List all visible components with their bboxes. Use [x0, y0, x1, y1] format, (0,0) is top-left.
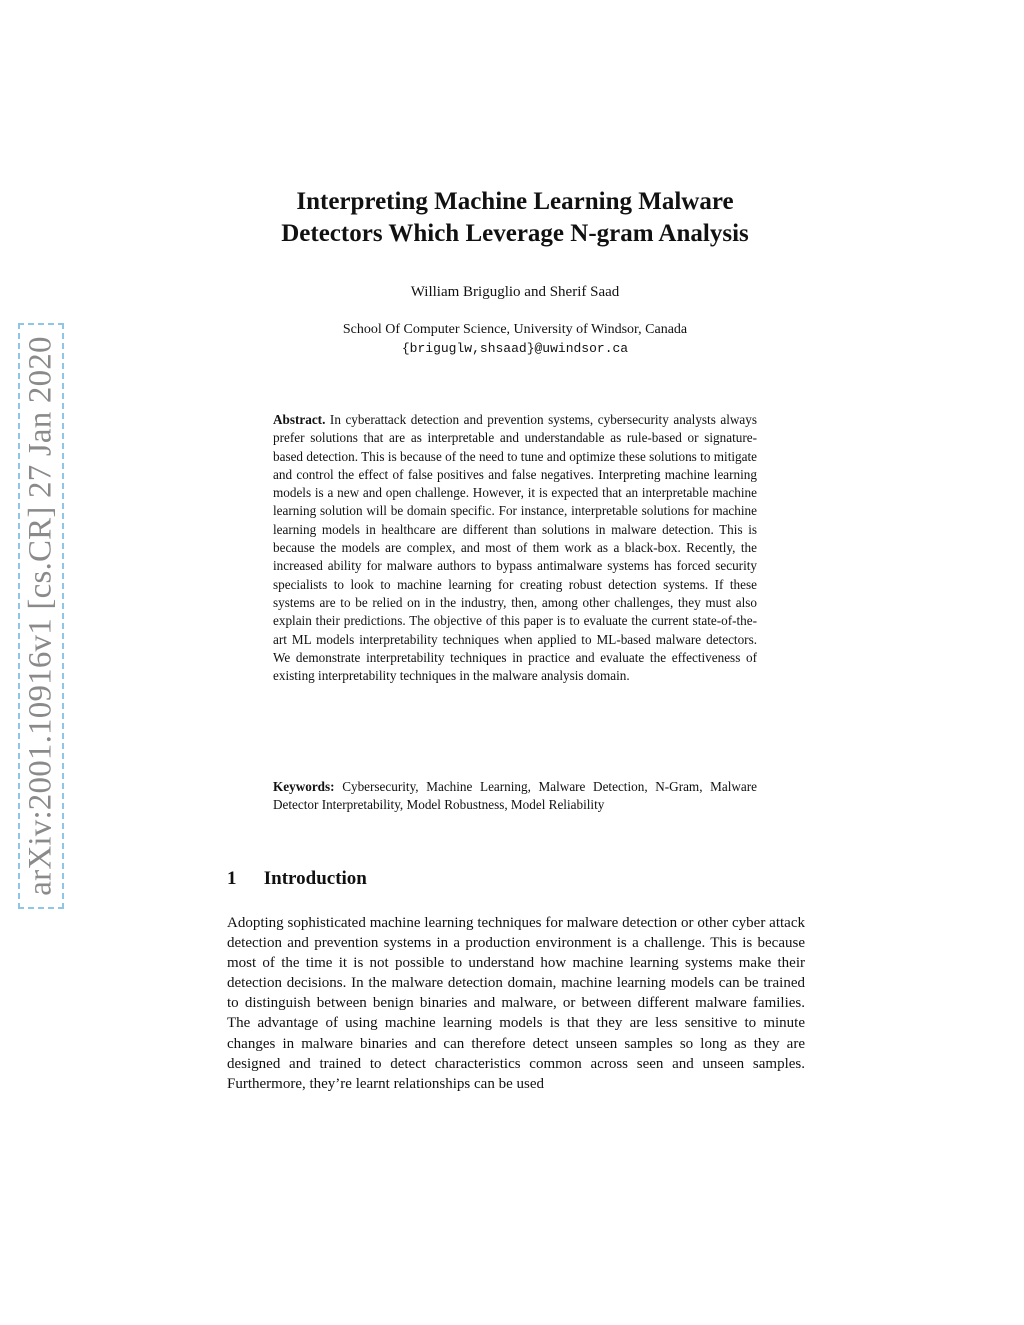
- author-emails: {briguglw,shsaad}@uwindsor.ca: [401, 341, 629, 356]
- section-number: 1: [227, 868, 237, 889]
- introduction-paragraph: Adopting sophisticated machine learning techniques for malware detection or other cyber attack detection and prevention systems in a production environment is a challenge. This is because most of the time it is not possible to understand how machine learning systems make their detection decisions. In the malware detection domain, machine learning models can be trained to distinguish between benign binaries and malware, or between different malware families. The advantage of using machine learning models is that they are less sensitive to minute changes in malware binaries and can therefore detect unseen samples so long as they are designed and trained to detect characteristics common across seen and unseen samples. Furthermore, they’re learnt relationships can be used: [227, 915, 805, 1092]
- affiliation-block: [200, 320, 830, 358]
- abstract-label: Abstract.: [273, 412, 326, 427]
- keywords-label: Keywords:: [273, 779, 335, 794]
- title-line-2: Detectors Which Leverage N-gram Analysis: [281, 220, 749, 247]
- authors: William Briguglio and Sherif Saad: [410, 284, 620, 300]
- arxiv-identifier[interactable]: arXiv:2001.10916v1 [cs.CR] 27 Jan 2020: [22, 336, 59, 896]
- title-line-1: Interpreting Machine Learning Malware: [296, 188, 734, 215]
- paper-title: [200, 186, 830, 250]
- abstract: [273, 411, 757, 685]
- keywords: [273, 778, 757, 815]
- keywords-text: Cybersecurity, Machine Learning, Malware Detection, N-Gram, Malware Detector Interpretability, Model Robustness, Model Reliability: [273, 779, 757, 813]
- abstract-text: In cyberattack detection and prevention systems, cybersecurity analysts always prefer solutions that are as interpretable and understandable as rule-based or signature-based detection. This is because of the need to tune and optimize these solutions to mitigate and control the effect of false positives and false negatives. Interpreting machine learning models is a new and open challenge. However, it is expected that an interpretable machine learning solution will be domain specific. For instance, interpretable solutions for machine learning models in healthcare are different than solutions in malware detection. This is because the models are complex, and most of them work as a black-box. Recently, the increased ability for malware authors to bypass antimalware systems has forced security specialists to look to machine learning for creating robust detection systems. If these systems are to be relied on in the industry, then, among other challenges, they must also explain their predictions. The objective of this paper is to evaluate the current state-of-the-art ML models interpretability techniques when applied to ML-based malware detectors. We demonstrate interpretability techniques in practice and evaluate the effectiveness of existing interpretability techniques in the malware analysis domain.: [273, 412, 758, 684]
- arxiv-stamp[interactable]: [18, 323, 64, 909]
- section-title: Introduction: [263, 868, 367, 889]
- affiliation: School Of Computer Science, University of Windsor, Canada: [342, 322, 688, 337]
- section-heading-introduction: [227, 868, 367, 890]
